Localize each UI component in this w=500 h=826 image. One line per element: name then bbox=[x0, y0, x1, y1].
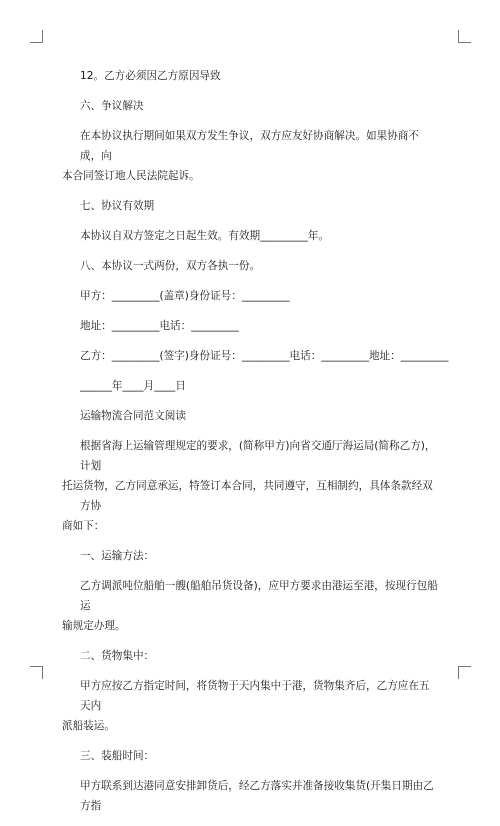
intro-line-3: 商如下： bbox=[62, 520, 105, 532]
dispute-paragraph bbox=[62, 126, 440, 186]
transport-method-paragraph bbox=[62, 576, 440, 636]
intro-line-2: 托运货物，乙方同意承运，特签订本合同，共同遵守，互相制约，具体条款经双方协 bbox=[62, 480, 433, 512]
transport-method-line-2: 输规定办理。 bbox=[62, 620, 126, 632]
loading-time-paragraph: 甲方联系到达港同意安排卸货后，经乙方落实并准备接收集货(开集日期由乙方指 bbox=[80, 780, 434, 812]
date-line: ______年____月____日 bbox=[80, 380, 186, 392]
document-body bbox=[62, 66, 449, 826]
intro-line-1: 根据省海上运输管理规定的要求，(简称甲方)向省交通厅海运局(简称乙方)，计划 bbox=[80, 440, 436, 472]
goods-gathering-line-1: 甲方应按乙方指定时间，将货物于天内集中于港，货物集齐后，乙方应在五天内 bbox=[80, 680, 430, 712]
section-heading-transport-method: 一、运输方法： bbox=[80, 550, 155, 562]
section-heading-goods-gathering: 二、货物集中： bbox=[80, 650, 155, 662]
dispute-line-2: 本合同签订地人民法院起诉。 bbox=[62, 170, 200, 182]
crop-mark-bottom-left bbox=[30, 666, 43, 679]
transport-method-line-1: 乙方调派吨位船舶一艘(船舶吊货设备)，应甲方要求由港运至港，按现行包船运 bbox=[80, 580, 438, 612]
crop-mark-top-right bbox=[458, 30, 471, 43]
crop-mark-bottom-right bbox=[458, 666, 471, 679]
section-heading-dispute: 六、争议解决 bbox=[80, 100, 144, 112]
section-heading-loading-time: 三、装船时间： bbox=[80, 750, 155, 762]
title-transport-contract: 运输物流合同范文阅读 bbox=[80, 410, 186, 422]
crop-mark-top-left bbox=[30, 30, 43, 43]
intro-paragraph bbox=[62, 436, 440, 536]
goods-gathering-line-2: 派船装运。 bbox=[62, 720, 115, 732]
address-phone-line: 地址：_________电话：_________ bbox=[80, 320, 239, 332]
dispute-line-1: 在本协议执行期间如果双方发生争议，双方应友好协商解决。如果协商不成，向 bbox=[80, 130, 419, 162]
goods-gathering-paragraph bbox=[62, 676, 440, 736]
validity-paragraph: 本协议自双方签定之日起生效。有效期_________年。 bbox=[80, 230, 329, 242]
section-heading-copies: 八、本协议一式两份，双方各执一份。 bbox=[80, 260, 261, 272]
party-b-line: 乙方：_________(签字)身份证号：_________电话：_________地址：_________ bbox=[80, 350, 449, 362]
clause-12: 12。乙方必须因乙方原因导致 bbox=[80, 70, 221, 82]
party-a-line: 甲方：_________(盖章)身份证号：_________ bbox=[80, 290, 290, 302]
section-heading-validity: 七、协议有效期 bbox=[80, 200, 155, 212]
